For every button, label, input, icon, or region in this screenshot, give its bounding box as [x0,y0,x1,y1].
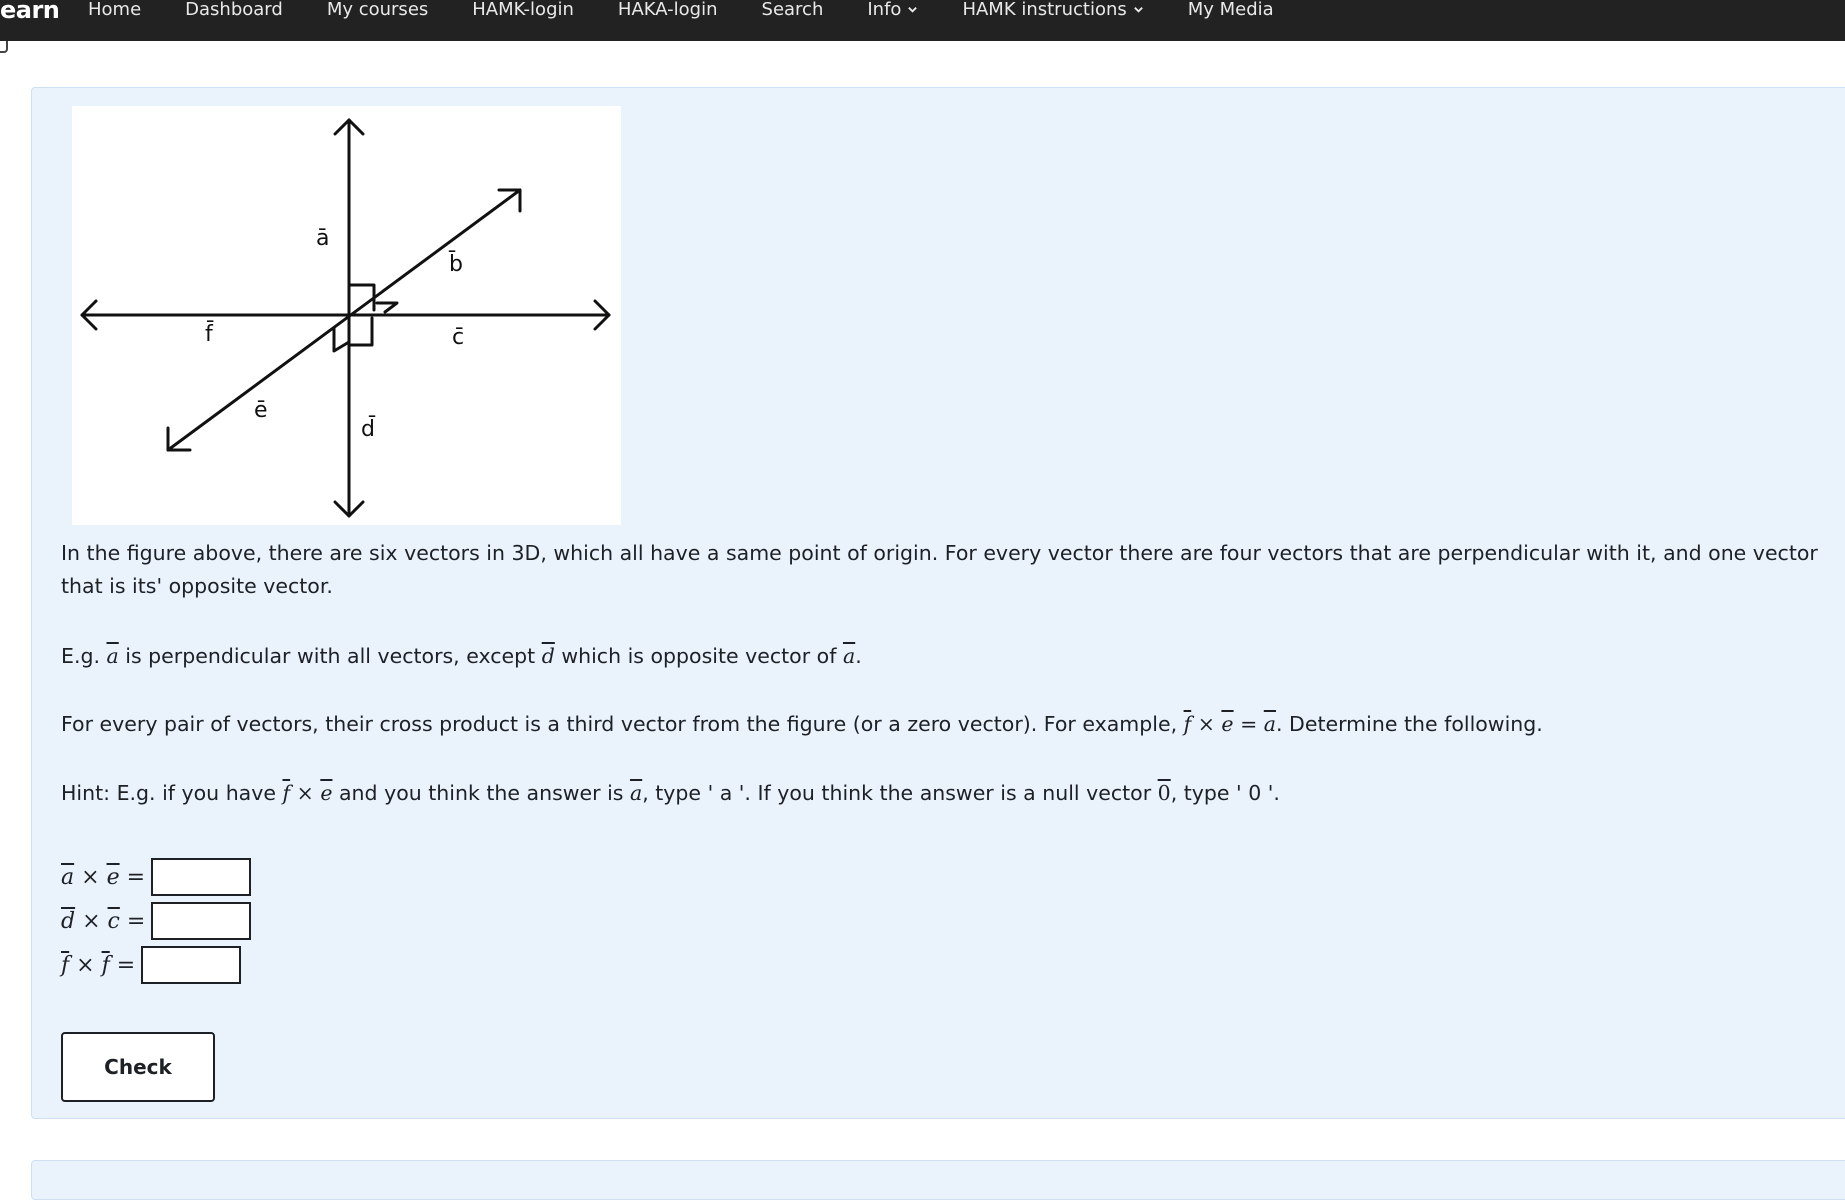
equation-row-1 [61,857,251,897]
nav-my-media[interactable]: My Media [1187,0,1274,20]
nav-home[interactable]: Home [88,0,142,20]
question-paragraph-2 [61,640,1821,673]
p3-vector-f: $\overline{f}$ [1183,712,1192,736]
vector-diagram [72,106,621,525]
hint-vector-a: $\overline{a}$ [629,781,643,805]
vector-figure [72,106,621,525]
equation-3-label: $\overline{f} \times \overline{f}$ = [61,952,136,978]
p2-text-mid: is perpendicular with all vectors, except [118,644,542,668]
equation-row-2 [61,901,251,941]
p2-text-end: which is opposite vector of [554,644,843,668]
question-hint [61,777,1821,810]
question-paragraph-1: In the figure above, there are six vectors in 3D, which all have a same point of origin. For every vector there are four vectors that are perpendicular with it, and one vector that is its' opposite vector. [61,541,1818,598]
equation-2-label: $\overline{d} \times \overline{c}$ = [61,908,146,934]
hint-text-mid: and you think the answer is [332,781,630,805]
top-navbar [0,0,1845,41]
p3-text-start: For every pair of vectors, their cross product is a third vector from the figure (or a zero vector). For example, [61,712,1184,736]
partial-glyph [0,41,8,53]
hint-vector-f: $\overline{f}$ [282,781,291,805]
p3-vector-e: $\overline{e}$ [1221,712,1234,736]
question-paragraph-3 [61,708,1821,741]
hint-text-start: Hint: E.g. if you have [61,781,283,805]
answer-input-1[interactable] [151,858,251,896]
p2-vector-d: $\overline{d}$ [541,644,555,668]
p3-times: × [1191,712,1222,736]
chevron-down-icon [907,4,918,15]
nav-hamk-login[interactable]: HAMK-login [472,0,574,20]
chevron-down-icon [1133,4,1144,15]
p2-vector-a: $\overline{a}$ [106,644,119,668]
figure-label-f: f̄ [205,322,213,347]
answer-input-3[interactable] [141,946,241,984]
figure-label-b: b̄ [449,252,463,277]
p3-vector-a: $\overline{a}$ [1263,712,1277,736]
hint-text-mid2: , type ' a '. If you think the answer is a null vector [642,781,1158,805]
nav-dashboard[interactable]: Dashboard [185,0,283,20]
nav-my-courses[interactable]: My courses [326,0,429,20]
nav-links [88,0,1318,21]
figure-label-e: ē [254,398,268,423]
nav-hamk-instructions-label: HAMK instructions [962,0,1127,20]
nav-search[interactable]: Search [761,0,824,20]
p2-vector-a2: $\overline{a}$ [842,644,856,668]
p3-equals: = [1233,712,1264,736]
answer-input-2[interactable] [151,902,251,940]
nav-haka-login[interactable]: HAKA-login [617,0,718,20]
p3-text-end: . Determine the following. [1276,712,1543,736]
nav-hamk-instructions-dropdown[interactable] [962,0,1143,21]
equation-row-3 [61,945,241,985]
nav-info-dropdown[interactable] [867,0,918,21]
figure-label-d: d̄ [361,417,375,442]
hint-times: × [290,781,321,805]
p2-dot: . [855,644,862,668]
hint-null-vector: 0 [1157,781,1171,805]
hint-text-end: , type ' 0 '. [1170,781,1280,805]
figure-label-c: c̄ [452,325,465,350]
site-brand[interactable]: earn [0,0,60,24]
hint-vector-e: $\overline{e}$ [320,781,333,805]
p2-text-start: E.g. [61,644,107,668]
next-question-card [31,1160,1845,1200]
nav-info-label: Info [867,0,902,20]
equation-1-label: $\overline{a} \times \overline{e}$ = [61,864,146,890]
figure-label-a: ā [316,226,330,251]
check-button[interactable]: Check [61,1032,215,1102]
